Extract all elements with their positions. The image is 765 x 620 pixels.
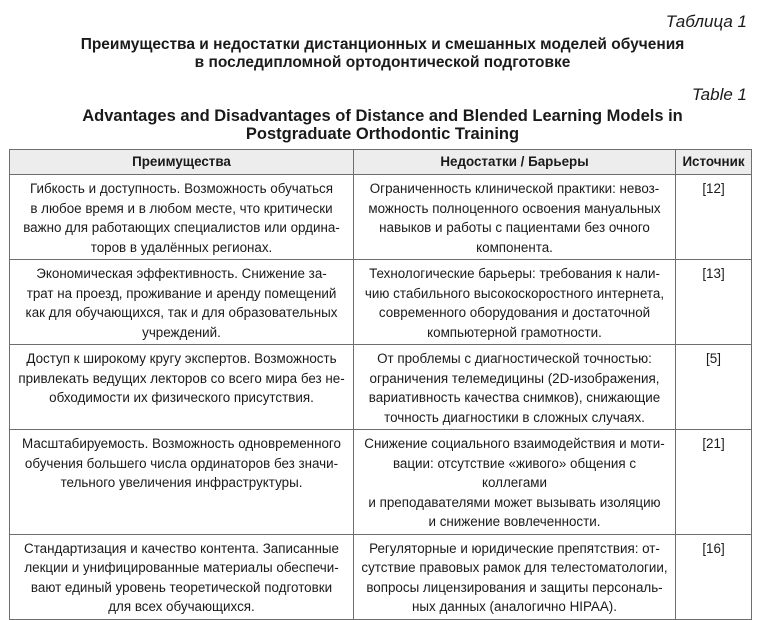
disadvantage-cell <box>354 534 676 619</box>
cell-line: и преподавателями может вызывать изоляцию <box>368 494 661 510</box>
table-label-en: Table 1 <box>691 85 747 104</box>
cell-line: в любое время и в любом месте, что критически <box>30 200 333 216</box>
table-row <box>10 534 752 619</box>
source-cell: [12] <box>676 175 752 260</box>
advantage-cell <box>10 260 354 345</box>
cell-line: Гибкость и доступность. Возможность обучаться <box>29 181 333 196</box>
cell-line: обходимости их физического присутствия. <box>49 390 314 405</box>
cell-line: вариативность качества снимков), снижающие <box>368 390 661 405</box>
cell-line: компонента. <box>476 239 553 255</box>
cell-line: компьютерной грамотности. <box>427 324 602 340</box>
cell-line: важно для работающих специалистов или ордина- <box>23 220 340 235</box>
cell-line: как для обучающихся, так и для образовательных <box>25 305 338 320</box>
cell-line: учреждений. <box>142 324 221 340</box>
column-header-source: Источник <box>676 150 752 175</box>
table-label-ru: Таблица 1 <box>665 12 747 31</box>
source-cell: [5] <box>676 345 752 430</box>
cell-line: лекции и унифицированные материалы обеспечи- <box>24 560 339 575</box>
title-ru-line-2: в последипломной ортодонтической подготовке <box>194 54 571 71</box>
cell-line: и снижение вовлеченности. <box>428 514 601 529</box>
source-cell: [21] <box>676 430 752 535</box>
source-cell: [16] <box>676 534 752 619</box>
table-title-ru <box>0 36 765 72</box>
cell-line: вации: отсутствие «живого» общения с коллегами <box>392 455 637 490</box>
cell-line: ных данных (аналогично HIPAA). <box>412 599 617 614</box>
cell-line: Технологические барьеры: требования к нали- <box>369 266 660 281</box>
cell-line: Снижение социального взаимодействия и моти- <box>364 436 665 451</box>
cell-line: ограничения телемедицины (2D-изображения, <box>369 370 660 386</box>
table-header-row <box>10 150 752 175</box>
comparison-table <box>9 149 752 620</box>
advantage-cell <box>10 345 354 430</box>
cell-line: Ограниченность клинической практики: невоз- <box>369 181 660 196</box>
table-row <box>10 175 752 260</box>
cell-line: можность полноценного освоения мануальных <box>368 200 661 216</box>
disadvantage-cell <box>354 345 676 430</box>
column-header-disadvantages: Недостатки / Барьеры <box>354 150 676 175</box>
cell-line: Масштабируемость. Возможность одновременного <box>22 436 341 451</box>
table-body <box>10 175 752 620</box>
cell-line: чию стабильного высокоскоростного интернета, <box>364 285 665 301</box>
cell-line: вопросы лицензирования и защиты персональ- <box>366 579 663 595</box>
cell-line: сутствие правовых рамок для телестоматологии, <box>361 560 668 575</box>
cell-line: навыков и работы с пациентами без очного <box>379 220 650 235</box>
cell-line: Доступ к широкому кругу экспертов. Возможность <box>26 351 337 366</box>
disadvantage-cell <box>354 175 676 260</box>
cell-line: вают единый уровень теоретической подготовки <box>30 579 333 595</box>
disadvantage-cell <box>354 430 676 535</box>
cell-line: современного оборудования и достаточной <box>378 305 651 320</box>
advantage-cell <box>10 534 354 619</box>
cell-line: точность диагностики в сложных случаях. <box>384 409 645 425</box>
table-row <box>10 345 752 430</box>
advantage-cell <box>10 175 354 260</box>
cell-line: торов в удалённых регионах. <box>90 239 273 255</box>
cell-line: тельного увеличения инфраструктуры. <box>60 475 303 490</box>
cell-line: Экономическая эффективность. Снижение за- <box>36 266 327 281</box>
cell-line: привлекать ведущих лекторов со всего мира без не- <box>18 370 345 386</box>
title-en-line-2: Postgraduate Orthodontic Training <box>245 125 520 143</box>
title-ru-line-1: Преимущества и недостатки дистанционных и смешанных моделей обучения <box>80 36 685 53</box>
cell-line: для всех обучающихся. <box>108 599 255 614</box>
table-title-en <box>0 107 765 143</box>
cell-line: Стандартизация и качество контента. Записанные <box>24 540 339 556</box>
disadvantage-cell <box>354 260 676 345</box>
cell-line: Регуляторные и юридические препятствия: от- <box>369 540 660 556</box>
column-header-advantages: Преимущества <box>10 150 354 175</box>
cell-line: От проблемы с диагностической точностью: <box>377 351 652 366</box>
advantage-cell <box>10 430 354 535</box>
cell-line: трат на проезд, проживание и аренду помещений <box>26 285 337 301</box>
cell-line: обучения большего числа ординаторов без значи- <box>24 455 339 471</box>
source-cell: [13] <box>676 260 752 345</box>
title-en-line-1: Advantages and Disadvantages of Distance and Blended Learning Models in <box>82 107 683 125</box>
table-row <box>10 430 752 535</box>
table-row <box>10 260 752 345</box>
